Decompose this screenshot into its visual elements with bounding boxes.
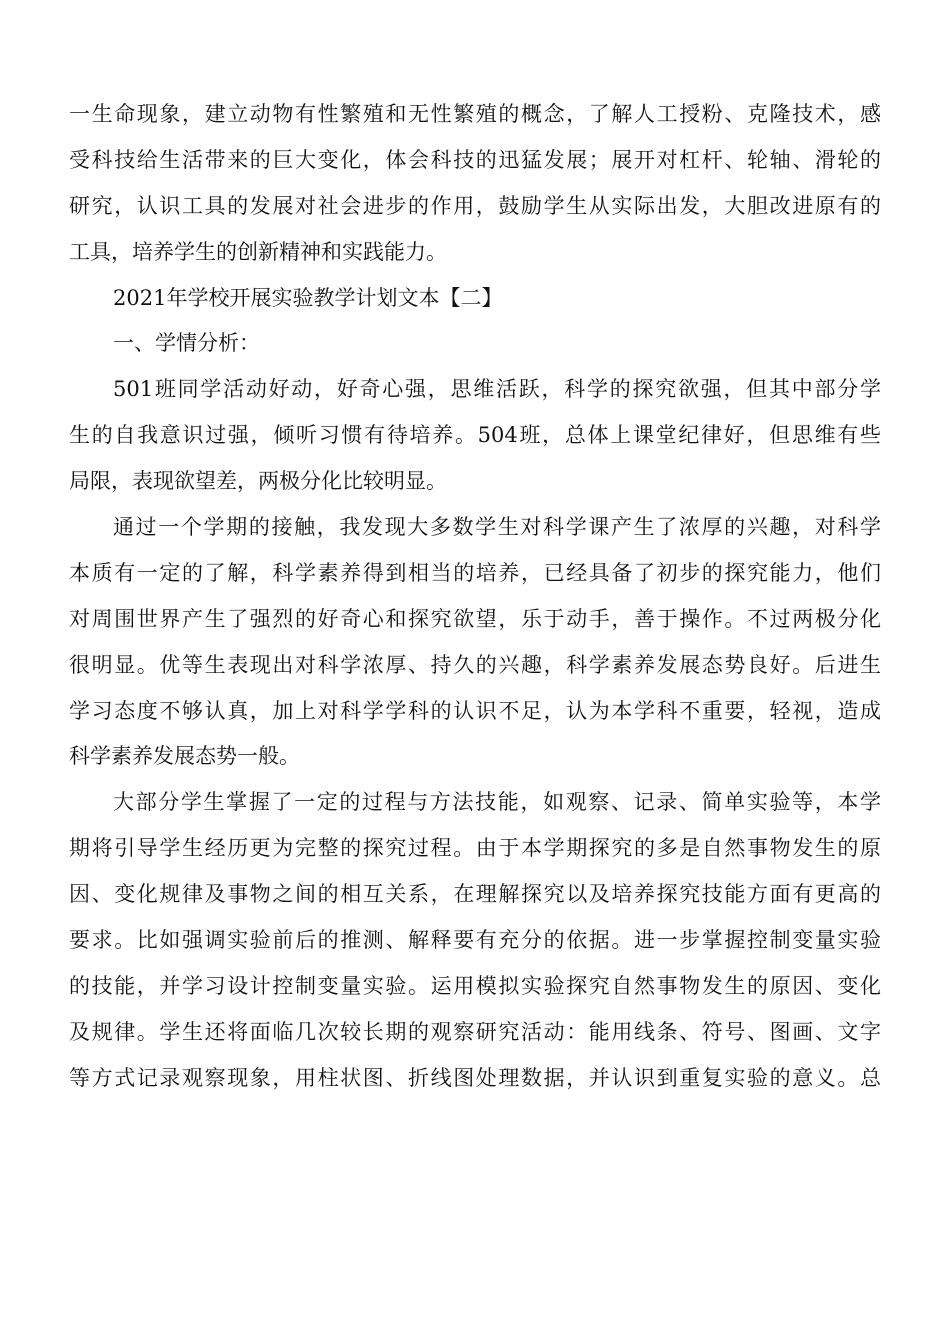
text-line: 501班同学活动好动，好奇心强，思维活跃，科学的探究欲强，但其中部分学 [113, 377, 881, 402]
text-line: 等方式记录观察现象，用柱状图、折线图处理数据，并认识到重复实验的意义。总 [69, 1065, 881, 1090]
text-line: 受科技给生活带来的巨大变化，体会科技的迅猛发展；展开对杠杆、轮轴、滑轮的 [69, 147, 881, 172]
text-line: 要求。比如强调实验前后的推测、解释要有充分的依据。进一步掌握控制变量实验 [69, 928, 881, 953]
text-line: 局限，表现欲望差，两极分化比较明显。 [69, 469, 447, 494]
text-line: 很明显。优等生表现出对科学浓厚、持久的兴趣，科学素养发展态势良好。后进生 [69, 652, 881, 677]
text-line: 生的自我意识过强，倾听习惯有待培养。504班，总体上课堂纪律好，但思维有些 [69, 423, 881, 448]
text-line: 科学素养发展态势一般。 [69, 744, 300, 769]
text-line: 大部分学生掌握了一定的过程与方法技能，如观察、记录、简单实验等，本学 [113, 790, 881, 815]
text-line: 本质有一定的了解，科学素养得到相当的培养，已经具备了初步的探究能力，他们 [69, 560, 881, 585]
text-line: 工具，培养学生的创新精神和实践能力。 [69, 239, 447, 264]
text-line: 通过一个学期的接触，我发现大多数学生对科学课产生了浓厚的兴趣，对科学 [113, 515, 881, 540]
section-heading: 2021年学校开展实验教学计划文本【二】 [113, 285, 503, 310]
text-line: 的技能，并学习设计控制变量实验。运用模拟实验探究自然事物发生的原因、变化 [69, 973, 881, 998]
text-line: 因、变化规律及事物之间的相互关系，在理解探究以及培养探究技能方面有更高的 [69, 882, 881, 907]
text-line: 对周围世界产生了强烈的好奇心和探究欲望，乐于动手，善于操作。不过两极分化 [69, 606, 881, 631]
text-line: 一生命现象，建立动物有性繁殖和无性繁殖的概念，了解人工授粉、克隆技术，感 [69, 102, 881, 126]
text-line: 学习态度不够认真，加上对科学学科的认识不足，认为本学科不重要，轻视，造成 [69, 698, 881, 723]
subsection-heading: 一、学情分析： [113, 331, 260, 356]
document-body [69, 92, 881, 1102]
text-line: 研究，认识工具的发展对社会进步的作用，鼓励学生从实际出发，大胆改进原有的 [69, 193, 881, 218]
text-line: 期将引导学生经历更为完整的探究过程。由于本学期探究的多是自然事物发生的原 [69, 836, 881, 861]
text-line: 及规律。学生还将面临几次较长期的观察研究活动：能用线条、符号、图画、文字 [69, 1019, 881, 1044]
